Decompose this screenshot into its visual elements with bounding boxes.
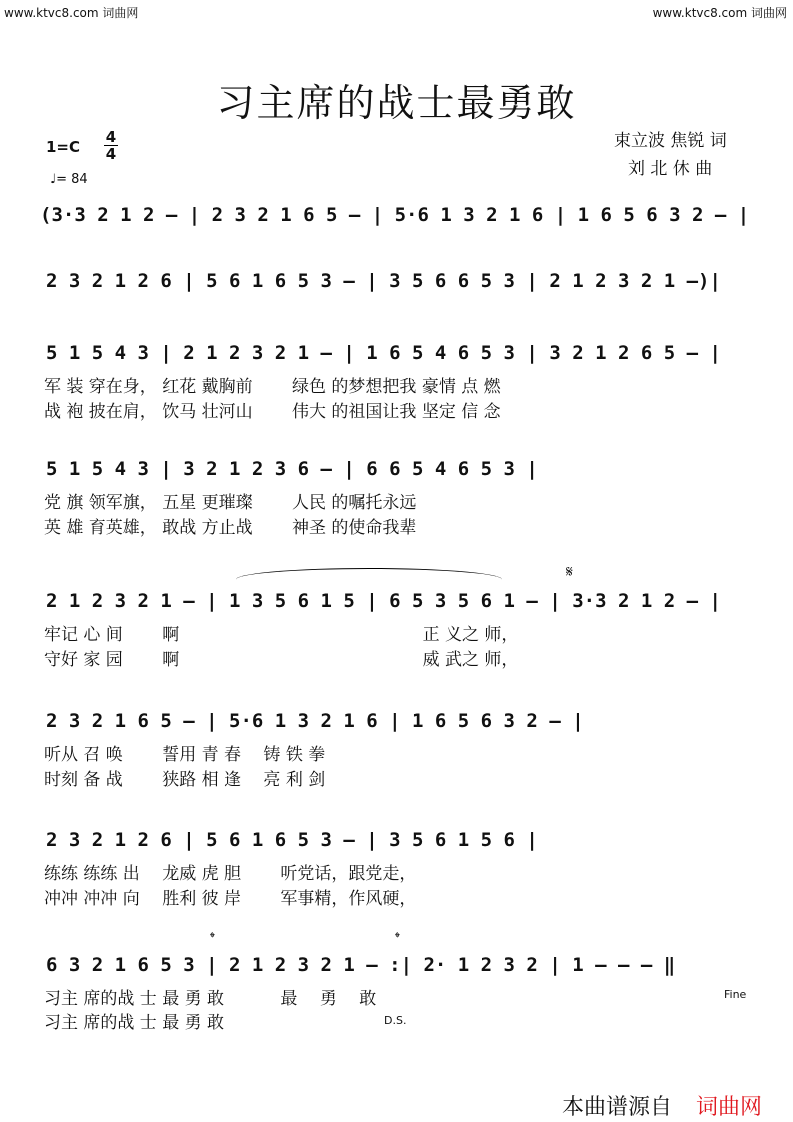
song-title: 习主席的战士最勇敢 [216, 81, 577, 125]
lyrics-line-3-verse-2: 战 袍 披在肩， 饮马 壮河山 伟大 的祖国让我 坚定 信 念 [44, 402, 501, 422]
footer-brand: 词曲网 [696, 1095, 763, 1120]
slur-arc [236, 568, 502, 591]
segno-sign: 𝄋 [566, 562, 573, 581]
score-line-4: 5 1 5 4 3 | 3 2 1 2 3 6 – | 6 6 5 4 6 5 3 | [46, 458, 538, 480]
coda-sign-2: 𝄌 [395, 930, 400, 946]
lyrics-line-8-verse-2: 习主 席的战 士 最 勇 敢 [44, 1013, 225, 1033]
score-line-3: 5 1 5 4 3 | 2 1 2 3 2 1 – | 1 6 5 4 6 5 3 | 3 2 1 2 6 5 – | [46, 342, 721, 364]
site-watermark-left: www.ktvc8.com 词曲网 [4, 6, 139, 20]
footer-source-text: 本曲谱源自 [562, 1095, 673, 1120]
ds-mark: D.S. [384, 1014, 407, 1027]
lyrics-line-4-verse-1: 党 旗 领军旗， 五星 更璀璨 人民 的嘱托永远 [44, 493, 417, 513]
time-signature [104, 130, 118, 161]
lyrics-line-7-verse-2: 冲冲 冲冲 向 胜利 彼 岸 军事精，作风硬， [44, 889, 417, 909]
quarter-note-icon: ♩ [50, 172, 57, 187]
time-signature-top: 4 [105, 128, 117, 146]
lyrics-line-7-verse-1: 练练 练练 出 龙威 虎 胆 听党话，跟党走， [44, 864, 417, 884]
lyrics-line-8-verse-1: 习主 席的战 士 最 勇 敢 最 勇 敢 [44, 989, 377, 1009]
key-signature: 1=C [46, 138, 81, 156]
tempo-value: = 84 [56, 172, 88, 187]
coda-sign-1: 𝄌 [210, 930, 215, 946]
lyrics-line-6-verse-1: 听从 召 唤 誓用 青 春 铸 铁 拳 [44, 745, 326, 765]
lyricist-credit: 束立波 焦锐 词 [614, 131, 727, 151]
composer-credit: 刘 北 休 曲 [628, 159, 713, 179]
lyrics-line-3-verse-1: 军 装 穿在身， 红花 戴胸前 绿色 的梦想把我 豪情 点 燃 [44, 377, 501, 397]
score-line-1: (3·3 2 1 2 – | 2 3 2 1 6 5 – | 5·6 1 3 2 1 6 | 1 6 5 6 3 2 – | [40, 204, 750, 226]
score-line-6: 2 3 2 1 6 5 – | 5·6 1 3 2 1 6 | 1 6 5 6 3 2 – | [46, 710, 584, 732]
footer-source [562, 1090, 762, 1121]
score-line-2: 2 3 2 1 2 6 | 5 6 1 6 5 3 – | 3 5 6 6 5 3 | 2 1 2 3 2 1 –)| [46, 270, 721, 292]
fine-mark: Fine [724, 988, 747, 1001]
score-line-8: 6 3 2 1 6 5 3 | 2 1 2 3 2 1 – :| 2· 1 2 3 2 | 1 – – – ‖ [46, 954, 676, 976]
tempo-marking [50, 172, 88, 187]
lyrics-line-4-verse-2: 英 雄 育英雄， 敢战 方止战 神圣 的使命我辈 [44, 518, 417, 538]
score-line-5: 2 1 2 3 2 1 – | 1 3 5 6 1 5 | 6 5 3 5 6 1 – | 3·3 2 1 2 – | [46, 590, 721, 612]
lyrics-line-5-verse-1: 牢记 心 间 啊 正 义之 师， [44, 625, 519, 645]
lyrics-line-5-verse-2: 守好 家 园 啊 威 武之 师， [44, 650, 519, 670]
score-line-7: 2 3 2 1 2 6 | 5 6 1 6 5 3 – | 3 5 6 1 5 6 | [46, 829, 538, 851]
time-signature-bottom: 4 [105, 145, 117, 163]
lyrics-line-6-verse-2: 时刻 备 战 狭路 相 逢 亮 利 剑 [44, 770, 326, 790]
site-watermark-right: www.ktvc8.com 词曲网 [652, 6, 787, 20]
